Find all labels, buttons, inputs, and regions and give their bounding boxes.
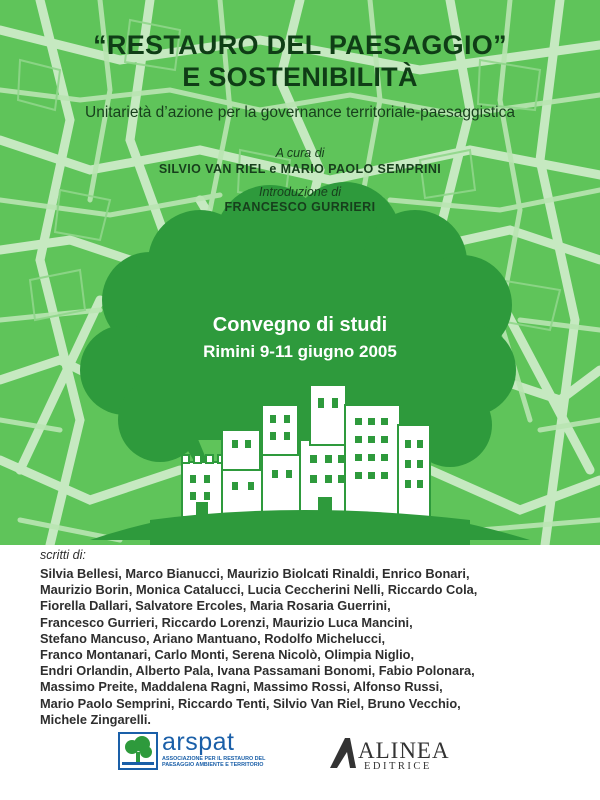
authors-line: Endri Orlandin, Alberto Pala, Ivana Passamani Bonomi, Fabio Polonara, <box>40 663 475 679</box>
alinea-name: ALINEA <box>358 738 450 763</box>
arspat-tagline-line-1: ASSOCIAZIONE PER IL RESTAURO DEL <box>162 756 266 762</box>
authors-line: Francesco Gurrieri, Riccardo Lorenzi, Maurizio Luca Mancini, <box>40 614 413 630</box>
tree-emblem-icon <box>118 732 158 770</box>
authors-line: Stefano Mancuso, Ariano Mantuano, Rodolfo Michelucci, <box>40 630 386 646</box>
authors-line: Franco Montanari, Carlo Monti, Serena Nicolò, Olimpia Niglio, <box>40 647 414 663</box>
conference-dates: Rimini 9-11 giugno 2005 <box>203 342 397 361</box>
alinea-logo <box>328 734 488 774</box>
a-letter-icon <box>328 736 358 770</box>
arspat-tagline <box>162 756 282 768</box>
title-line-1: “RESTAURO DEL PAESAGGIO” <box>93 30 507 60</box>
curated-label: A cura di <box>275 146 325 160</box>
title-line-2: E SOSTENIBILITÀ <box>182 62 418 92</box>
authors-line: Michele Zingarelli. <box>40 711 151 727</box>
intro-author: FRANCESCO GURRIERI <box>224 200 376 214</box>
subtitle: Unitarietà d’azione per la governance territoriale-paesaggistica <box>85 104 515 121</box>
arspat-name: arspat <box>162 728 235 756</box>
authors-line: Silvia Bellesi, Marco Bianucci, Maurizio Biolcati Rinaldi, Enrico Bonari, <box>40 566 470 581</box>
authors-list <box>40 566 580 728</box>
authors-section <box>40 548 580 728</box>
alinea-sub: EDITRICE <box>364 761 432 772</box>
authors-line: Mario Paolo Semprini, Riccardo Tenti, Silvio Van Riel, Bruno Vecchio, <box>40 695 461 711</box>
authors-line: Maurizio Borin, Monica Catalucci, Lucia Ceccherini Nelli, Riccardo Cola, <box>40 582 478 598</box>
conference-title: Convegno di studi <box>212 314 388 336</box>
authors-line: Massimo Preite, Maddalena Ragni, Massimo Rossi, Alfonso Russi, <box>40 679 443 695</box>
curators: SILVIO VAN RIEL e MARIO PAOLO SEMPRINI <box>158 162 442 176</box>
arspat-logo <box>118 728 278 772</box>
intro-label: Introduzione di <box>258 185 341 199</box>
written-by-label: scritti di: <box>40 548 86 562</box>
authors-line: Fiorella Dallari, Salvatore Ercoles, Maria Rosaria Guerrini, <box>40 598 391 614</box>
arspat-tagline-line-2: PAESAGGIO AMBIENTE E TERRITORIO <box>162 762 264 768</box>
